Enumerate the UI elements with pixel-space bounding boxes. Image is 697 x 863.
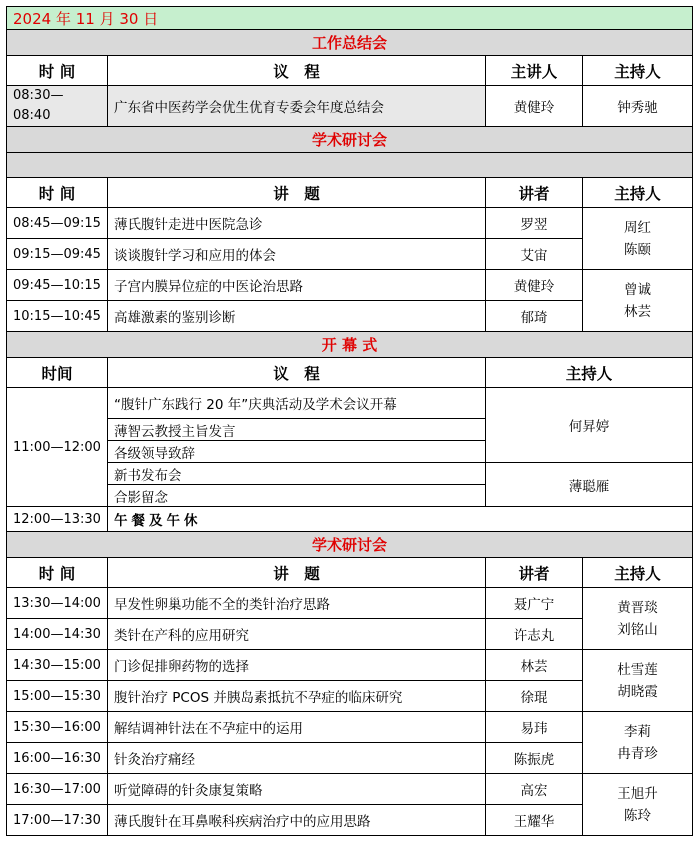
topic-cell: 解结调神针法在不孕症中的运用 bbox=[108, 712, 486, 743]
time-cell: 14:30—15:00 bbox=[7, 650, 108, 681]
time-cell: 11:00—12:00 bbox=[7, 388, 108, 507]
blank-cell bbox=[7, 153, 693, 178]
agenda-item: “腹针广东践行 20 年”庆典活动及学术会议开幕 bbox=[108, 388, 486, 419]
topic-cell: 薄氏腹针在耳鼻喉科疾病治疗中的应用思路 bbox=[108, 805, 486, 836]
agenda-item-row bbox=[7, 463, 693, 485]
speaker-cell: 易玮 bbox=[486, 712, 583, 743]
header-host: 主持人 bbox=[486, 358, 693, 388]
time-cell: 15:00—15:30 bbox=[7, 681, 108, 712]
table-row bbox=[7, 270, 693, 301]
speaker-cell: 陈振虎 bbox=[486, 743, 583, 774]
time-cell: 10:15—10:45 bbox=[7, 301, 108, 332]
agenda-table bbox=[6, 6, 693, 836]
topic-cell: 门诊促排卵药物的选择 bbox=[108, 650, 486, 681]
speaker-cell: 聂广宁 bbox=[486, 588, 583, 619]
host-cell: 黄晋琰 刘铭山 bbox=[583, 588, 693, 650]
column-header-row bbox=[7, 558, 693, 588]
topic-cell: 谈谈腹针学习和应用的体会 bbox=[108, 239, 486, 270]
speaker-cell: 黄健玲 bbox=[486, 86, 583, 127]
time-cell: 16:00—16:30 bbox=[7, 743, 108, 774]
agenda-item: 薄智云教授主旨发言 bbox=[108, 419, 486, 441]
table-row bbox=[7, 650, 693, 681]
header-time: 时 间 bbox=[7, 56, 108, 86]
agenda-item-row bbox=[7, 388, 693, 419]
topic-cell: 早发性卵巢功能不全的类针治疗思路 bbox=[108, 588, 486, 619]
section-title: 工作总结会 bbox=[7, 30, 693, 56]
time-cell: 08:30— 08:40 bbox=[7, 86, 108, 127]
time-cell: 14:00—14:30 bbox=[7, 619, 108, 650]
table-row bbox=[7, 774, 693, 805]
table-row bbox=[7, 208, 693, 239]
topic-cell: 听觉障碍的针灸康复策略 bbox=[108, 774, 486, 805]
time-cell: 15:30—16:00 bbox=[7, 712, 108, 743]
header-speaker: 讲者 bbox=[486, 558, 583, 588]
header-time: 时 间 bbox=[7, 178, 108, 208]
speaker-cell: 高宏 bbox=[486, 774, 583, 805]
time-cell: 17:00—17:30 bbox=[7, 805, 108, 836]
time-cell: 09:15—09:45 bbox=[7, 239, 108, 270]
header-host: 主持人 bbox=[583, 558, 693, 588]
agenda-item: 新书发布会 bbox=[108, 463, 486, 485]
table-row bbox=[7, 712, 693, 743]
host-cell: 薄聪雁 bbox=[486, 463, 693, 507]
header-agenda: 议 程 bbox=[108, 56, 486, 86]
time-cell: 16:30—17:00 bbox=[7, 774, 108, 805]
topic-cell: 高雄激素的鉴别诊断 bbox=[108, 301, 486, 332]
host-cell: 何昇婷 bbox=[486, 388, 693, 463]
time-cell: 13:30—14:00 bbox=[7, 588, 108, 619]
section-title: 学术研讨会 bbox=[7, 127, 693, 153]
host-cell: 王旭升 陈玲 bbox=[583, 774, 693, 836]
date-row bbox=[7, 7, 693, 30]
host-cell: 周红 陈颐 bbox=[583, 208, 693, 270]
topic-cell: 薄氏腹针走进中医院急诊 bbox=[108, 208, 486, 239]
column-header-row bbox=[7, 178, 693, 208]
section-header bbox=[7, 127, 693, 153]
speaker-cell: 林芸 bbox=[486, 650, 583, 681]
speaker-cell: 黄健玲 bbox=[486, 270, 583, 301]
header-time: 时 间 bbox=[7, 558, 108, 588]
time-cell: 08:45—09:15 bbox=[7, 208, 108, 239]
section-title: 学术研讨会 bbox=[7, 532, 693, 558]
section-header bbox=[7, 532, 693, 558]
time-cell: 12:00—13:30 bbox=[7, 507, 108, 532]
topic-cell: 子宫内膜异位症的中医论治思路 bbox=[108, 270, 486, 301]
column-header-row bbox=[7, 56, 693, 86]
topic-cell: 类针在产科的应用研究 bbox=[108, 619, 486, 650]
speaker-cell: 郁琦 bbox=[486, 301, 583, 332]
host-cell: 李莉 冉青珍 bbox=[583, 712, 693, 774]
table-row bbox=[7, 588, 693, 619]
agenda-item: 合影留念 bbox=[108, 485, 486, 507]
header-host: 主持人 bbox=[583, 178, 693, 208]
topic-cell: 广东省中医药学会优生优育专委会年度总结会 bbox=[108, 86, 486, 127]
header-speaker: 讲者 bbox=[486, 178, 583, 208]
section-title: 开 幕 式 bbox=[7, 332, 693, 358]
host-cell: 杜雪莲 胡晓霞 bbox=[583, 650, 693, 712]
header-host: 主持人 bbox=[583, 56, 693, 86]
time-cell: 09:45—10:15 bbox=[7, 270, 108, 301]
header-topic: 讲 题 bbox=[108, 178, 486, 208]
agenda-item: 各级领导致辞 bbox=[108, 441, 486, 463]
lunch-row bbox=[7, 507, 693, 532]
host-cell: 钟秀驰 bbox=[583, 86, 693, 127]
speaker-cell: 罗翌 bbox=[486, 208, 583, 239]
host-cell: 曾诚 林芸 bbox=[583, 270, 693, 332]
date-label: 2024 年 11 月 30 日 bbox=[7, 7, 693, 30]
blank-row bbox=[7, 153, 693, 178]
speaker-cell: 徐琨 bbox=[486, 681, 583, 712]
header-agenda: 议 程 bbox=[108, 358, 486, 388]
speaker-cell: 艾宙 bbox=[486, 239, 583, 270]
header-time: 时间 bbox=[7, 358, 108, 388]
lunch-label: 午餐及午休 bbox=[108, 507, 693, 532]
section-header bbox=[7, 332, 693, 358]
table-row bbox=[7, 86, 693, 127]
topic-cell: 针灸治疗痛经 bbox=[108, 743, 486, 774]
speaker-cell: 王耀华 bbox=[486, 805, 583, 836]
topic-cell: 腹针治疗 PCOS 并胰岛素抵抗不孕症的临床研究 bbox=[108, 681, 486, 712]
header-speaker: 主讲人 bbox=[486, 56, 583, 86]
header-topic: 讲 题 bbox=[108, 558, 486, 588]
column-header-row bbox=[7, 358, 693, 388]
speaker-cell: 许志丸 bbox=[486, 619, 583, 650]
section-header bbox=[7, 30, 693, 56]
